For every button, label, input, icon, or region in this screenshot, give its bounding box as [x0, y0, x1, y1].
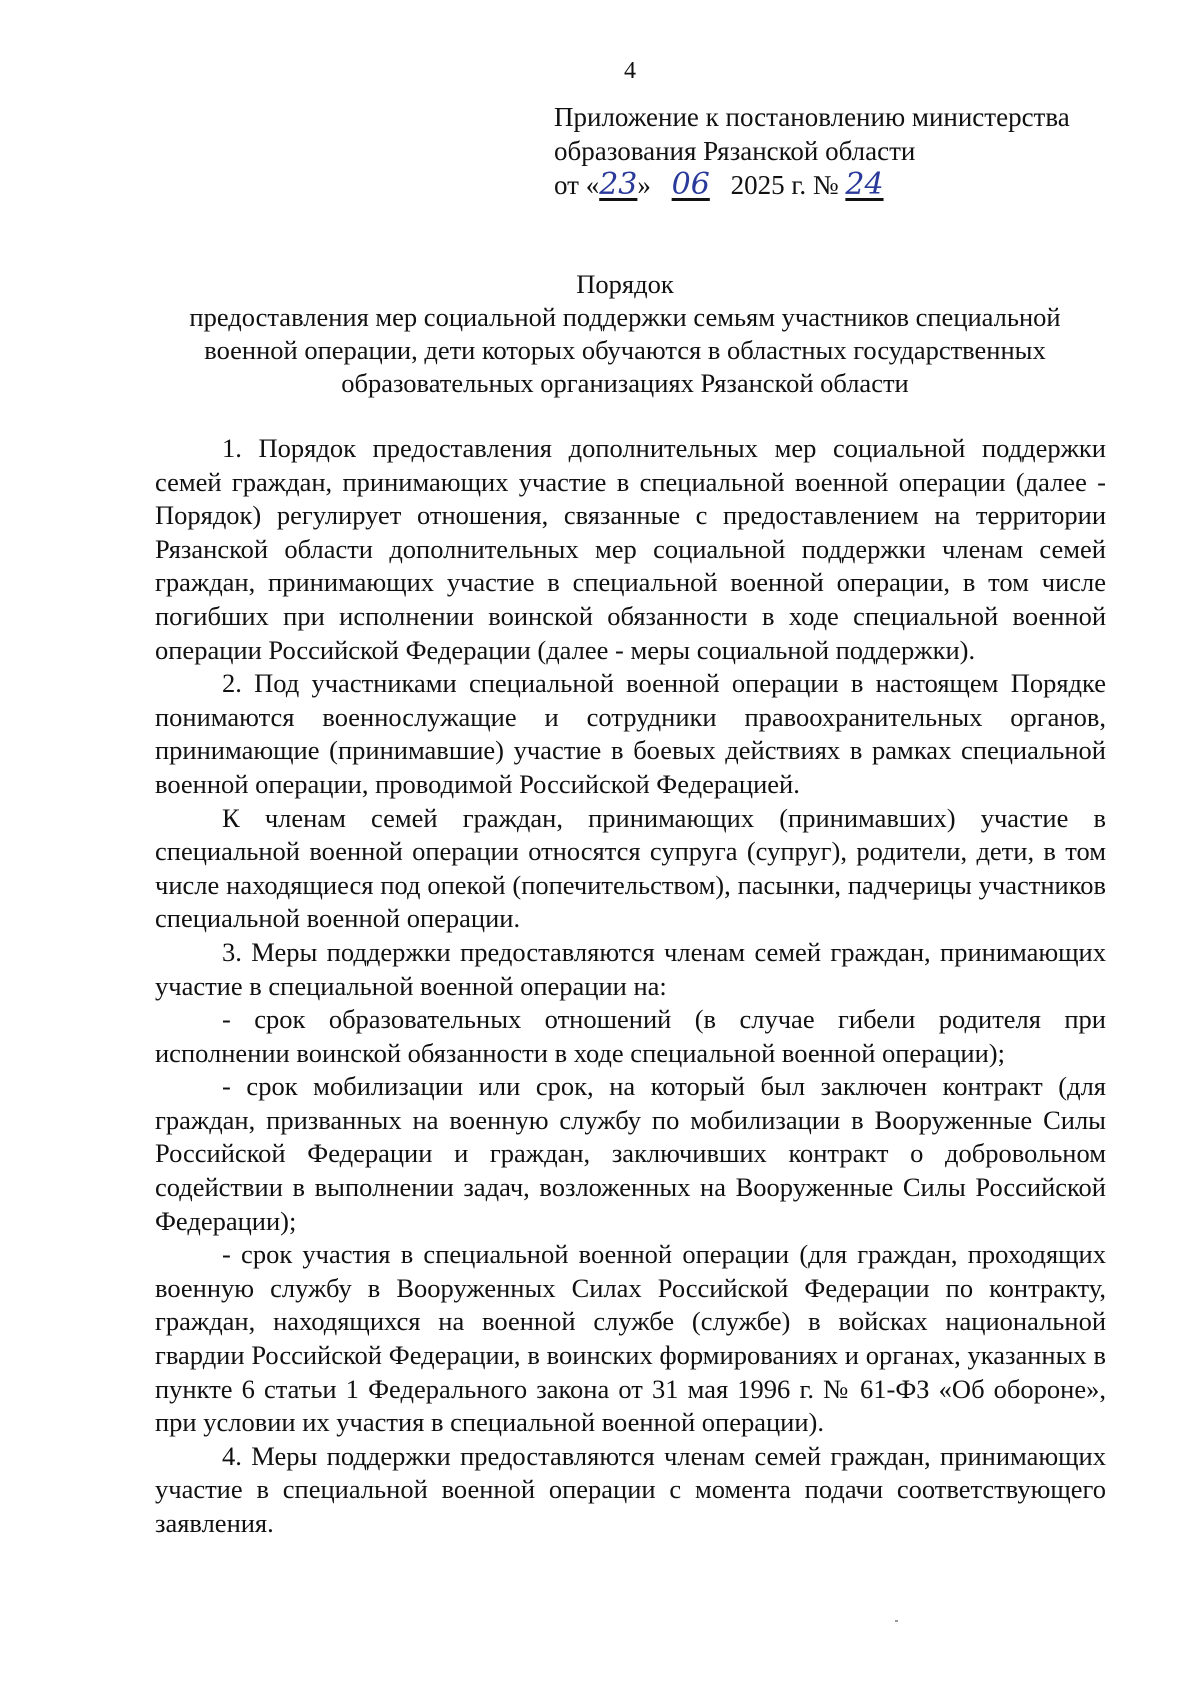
date-month-handwritten: 06 [671, 167, 710, 202]
appendix-line-1: Приложение к постановлению министерства [554, 102, 1070, 132]
appendix-date-line [554, 168, 1070, 202]
paragraph-4: 3. Меры поддержки предоставляются членам семей граждан, принимающих участие в специальной военной операции на: [155, 936, 1106, 1001]
appendix-header [554, 100, 1070, 202]
date-day-handwritten: 23 [599, 167, 638, 202]
date-prefix: от « [554, 170, 600, 200]
title-line-4: образовательных организациях Рязанской области [341, 368, 909, 398]
paragraph-6: - срок мобилизации или срок, на который был заключен контракт (для граждан, призванных на военную службу по мобилизации в Вооруженные Силы Российской Федерации и граждан, заключивших контракт о добровольном содействии в выполнении задач, возложенных на Вооруженные Силы Российской Федерации); [155, 1071, 1106, 1236]
paragraph-8: 4. Меры поддержки предоставляются членам семей граждан, принимающих участие в специальной военной операции с момента подачи соответствующего заявления. [155, 1440, 1106, 1538]
title-line-2: предоставления мер социальной поддержки семьям участников специальной [189, 302, 1061, 332]
paragraph-5: - срок образовательных отношений (в случае гибели родителя при исполнении воинской обязанности в ходе специальной военной операции); [155, 1004, 1106, 1068]
paragraph-7: - срок участия в специальной военной операции (для граждан, проходящих военную службу в Вооруженных Силах Российской Федерации по контракту, граждан, находящихся на военной службе (службе) в войсках национальной гвардии Российской Федерации, в воинских формированиях и органах, указанных в пункте 6 статьи 1 Федерального закона от 31 мая 1996 г. № 61-ФЗ «Об обороне», при условии их участия в специальной военной операции). [155, 1239, 1106, 1438]
appendix-line-2: образования Рязанской области [554, 136, 916, 166]
scan-speck [895, 1620, 898, 1622]
paragraph-3: К членам семей граждан, принимающих (принимавших) участие в специальной военной операции относятся супруга (супруг), родители, дети, в том числе находящиеся под опекой (попечительством), пасынки, падчерицы участников специальной военной операции. [155, 802, 1106, 934]
date-mid: » [637, 170, 651, 200]
document-title [150, 268, 1100, 400]
date-year: 2025 г. № [730, 170, 839, 200]
document-body [155, 432, 1106, 1541]
document-number-handwritten: 24 [845, 167, 884, 202]
page-number: 4 [624, 58, 636, 84]
title-line-3: военной операции, дети которых обучаются в областных государственных [204, 335, 1046, 365]
paragraph-1: 1. Порядок предоставления дополнительных мер социальной поддержки семей граждан, принимающих участие в специальной военной операции (далее - Порядок) регулирует отношения, связанные с предоставлением на территории Рязанской области дополнительных мер социальной поддержки членам семей граждан, принимающих участие в специальной военной операции, в том числе погибших при исполнении воинской обязанности в ходе специальной военной операции Российской Федерации (далее - меры социальной поддержки). [155, 433, 1106, 665]
paragraph-2: 2. Под участниками специальной военной операции в настоящем Порядке понимаются военнослужащие и сотрудники правоохранительных органов, принимающие (принимавшие) участие в боевых действиях в рамках специальной военной операции, проводимой Российской Федерацией. [155, 668, 1106, 799]
title-line-1: Порядок [576, 269, 674, 299]
